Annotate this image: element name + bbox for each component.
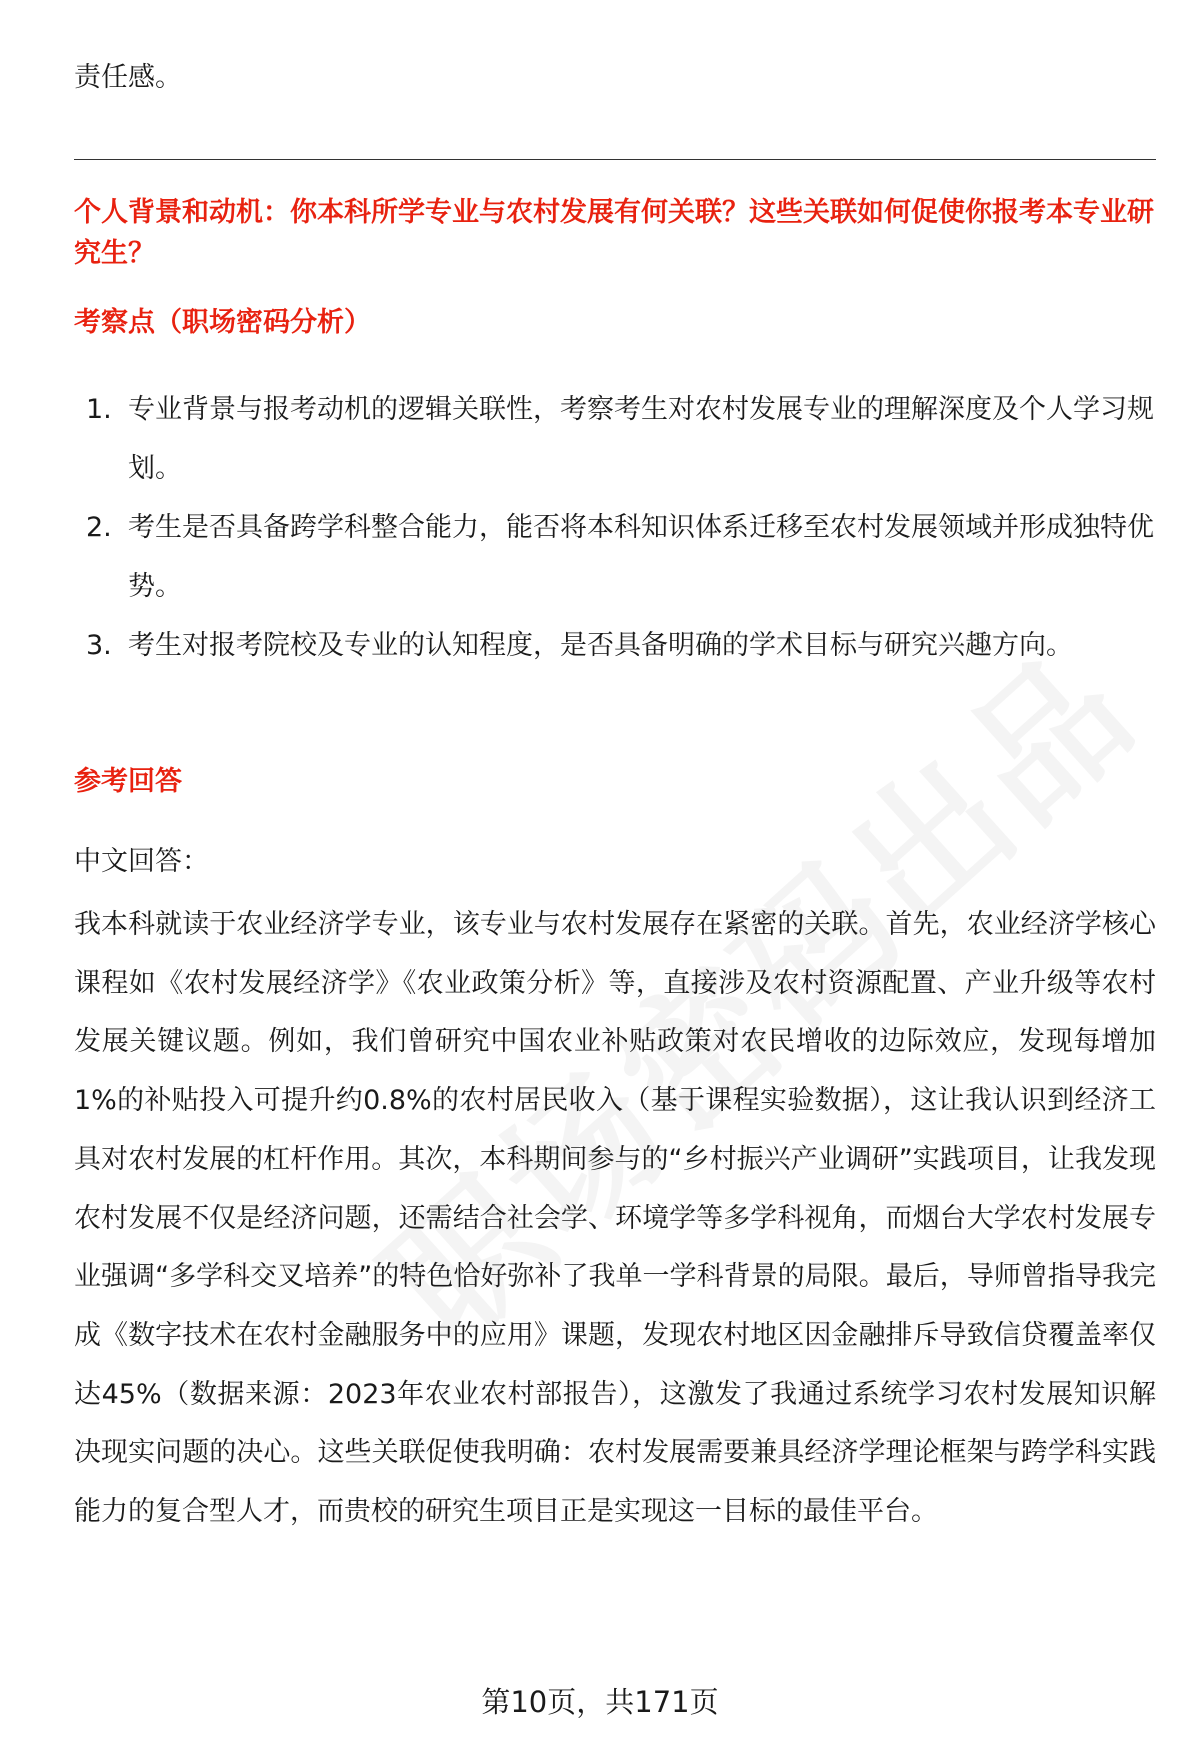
- exam-point-item: [74, 616, 1156, 675]
- exam-point-text: 专业背景与报考动机的逻辑关联性，考察考生对农村发展专业的理解深度及个人学习规划。: [128, 394, 1154, 484]
- exam-point-item: [74, 498, 1156, 616]
- question-heading: 个人背景和动机：你本科所学专业与农村发展有何关联？这些关联如何促使你报考本专业研究生？: [74, 197, 1154, 269]
- exam-point-item: [74, 380, 1156, 498]
- continued-paragraph-end: 责任感。: [74, 62, 182, 93]
- document-page: [74, 0, 1156, 1755]
- list-number: 1.: [86, 394, 112, 425]
- exam-point-text: 考生是否具备跨学科整合能力，能否将本科知识体系迁移至农村发展领域并形成独特优势。: [128, 512, 1154, 602]
- list-number: 3.: [86, 630, 112, 661]
- page-number-footer: 第10页，共171页: [481, 1685, 719, 1719]
- exam-point-text: 考生对报考院校及专业的认知程度，是否具备明确的学术目标与研究兴趣方向。: [128, 630, 1073, 661]
- exam-points-title: 考察点（职场密码分析）: [74, 307, 371, 338]
- answer-language-label: 中文回答：: [74, 846, 209, 877]
- list-number: 2.: [86, 512, 112, 543]
- answer-paragraph: 我本科就读于农业经济学专业，该专业与农村发展存在紧密的关联。首先，农业经济学核心课程如《农村发展经济学》《农业政策分析》等，直接涉及农村资源配置、产业升级等农村发展关键议题。例如，我们曾研究中国农业补贴政策对农民增收的边际效应，发现每增加1%的补贴投入可提升约0.8%的农村居民收入（基于课程实验数据），这让我认识到经济工具对农村发展的杠杆作用。其次，本科期间参与的“乡村振兴产业调研”实践项目，让我发现农村发展不仅是经济问题，还需结合社会学、环境学等多学科视角，而烟台大学农村发展专业强调“多学科交叉培养”的特色恰好弥补了我单一学科背景的局限。最后，导师曾指导我完成《数字技术在农村金融服务中的应用》课题，发现农村地区因金融排斥导致信贷覆盖率仅达45%（数据来源：2023年农业农村部报告），这激发了我通过系统学习农村发展知识解决现实问题的决心。这些关联促使我明确：农村发展需要兼具经济学理论框架与跨学科实践能力的复合型人才，而贵校的研究生项目正是实现这一目标的最佳平台。: [74, 909, 1156, 1528]
- section-divider: [74, 159, 1156, 160]
- reference-answer-title: 参考回答: [74, 766, 182, 797]
- exam-points-list: [74, 380, 1156, 675]
